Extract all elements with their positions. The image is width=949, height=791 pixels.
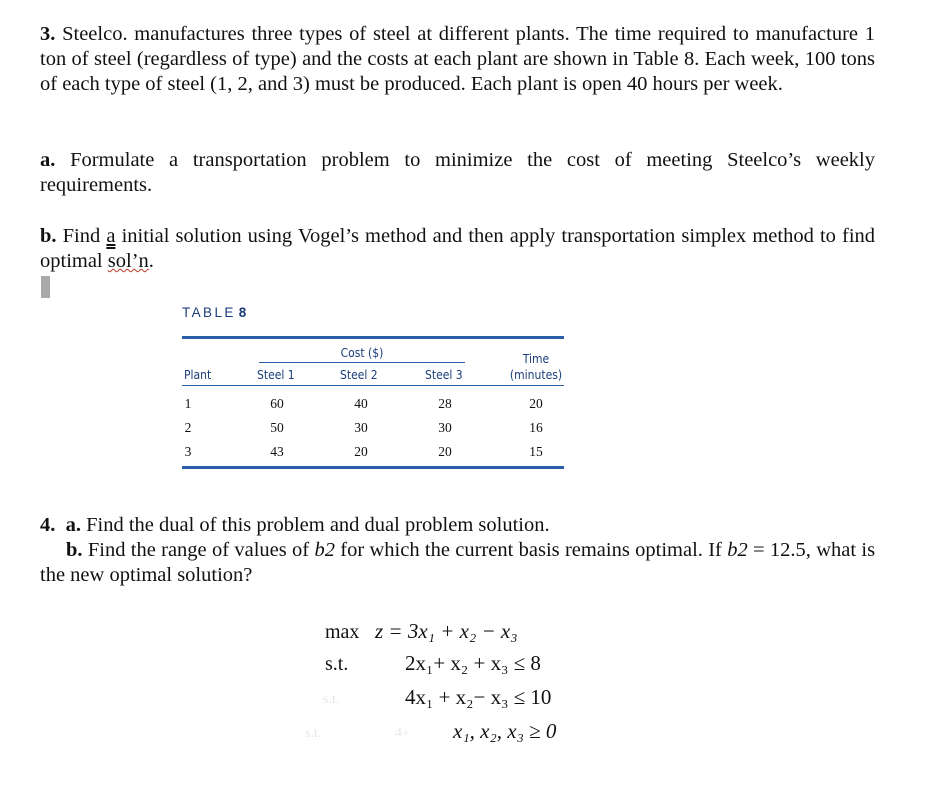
q4-b2: b2 — [314, 539, 335, 561]
objective-label: max — [325, 621, 360, 643]
table-title-label: TABLE — [182, 305, 236, 320]
q4-part-b-end: what is the new optimal solution? — [40, 539, 876, 586]
q3-part-a-text: Formulate a transportation problem to minimize the cost of meeting Steelco’s weekly requirements. — [40, 149, 875, 196]
steel2-header: Steel 2 — [340, 368, 378, 382]
q4-part-b-val: = 12.5, — [753, 539, 811, 561]
q4-part-b-label: b. — [66, 539, 83, 561]
cost-header-rule — [259, 362, 465, 363]
table-title-number: 8 — [238, 305, 247, 320]
table-cell: 30 — [354, 420, 368, 435]
table-8 — [182, 305, 564, 469]
constraint-2: 4x₁ + x₂− x₃ ≤ 10 — [405, 685, 552, 709]
st-label: s.t. — [325, 653, 349, 675]
q3-part-b-pre: Find — [62, 225, 101, 247]
table-body — [182, 386, 564, 466]
table-cell: 16 — [529, 420, 543, 435]
faded-text: s.t. — [305, 726, 322, 741]
steel1-header: Steel 1 — [257, 368, 295, 382]
q3-part-b-end: . — [148, 250, 154, 272]
q4-part-b-pre: Find the range of values of — [87, 539, 310, 561]
nonnegativity-constraint: x₁, x₂, x₃ ≥ 0 — [453, 719, 557, 743]
table-cell: 40 — [354, 396, 368, 411]
table-cell: 2 — [184, 420, 192, 435]
table-cell: 28 — [438, 396, 452, 411]
table-title — [182, 305, 564, 320]
q3-part-a — [40, 148, 875, 198]
q3-part-b-soln: sol’n — [107, 250, 149, 272]
faded-text: s.t. — [323, 692, 340, 707]
q4-part-a — [40, 513, 875, 538]
q4-part-b — [40, 538, 875, 588]
faded-text: 4+ — [395, 726, 410, 741]
time-header: Time — [522, 352, 550, 366]
table-cell: 60 — [270, 396, 284, 411]
q3-part-b-text: initial solution using Vogel’s method and then apply transportation simplex method to find optimal — [40, 225, 876, 272]
q4-part-a-text: Find the dual of this problem and dual problem solution. — [86, 514, 550, 536]
table-bottom-rule — [182, 466, 564, 469]
cost-header: Cost ($) — [340, 346, 384, 360]
q3-intro-text: Steelco. manufactures three types of steel at different plants. The time required to manufacture 1 ton of steel (regardless of type) and the costs at each plant are shown in Table 8. Each week, 100 tons of each type of steel (1, 2, and 3) must be produced. Each plant is open 40 hours per week. — [40, 23, 875, 95]
table-header — [182, 339, 564, 385]
table-cell: 1 — [184, 396, 192, 411]
table-cell: 3 — [184, 444, 192, 459]
q4-b2-again: b2 — [727, 539, 748, 561]
objective-function: z = 3x₁ + x₂ − x₃ — [375, 619, 518, 643]
time-header-unit: (minutes) — [509, 368, 563, 382]
q3-number: 3. — [40, 23, 56, 45]
q4-number: 4. — [40, 514, 56, 536]
q3-intro — [40, 22, 875, 97]
plant-header: Plant — [184, 368, 212, 382]
q4-part-a-label: a. — [65, 514, 81, 536]
text-cursor — [41, 276, 50, 298]
steel3-header: Steel 3 — [425, 368, 463, 382]
table-cell: 20 — [354, 444, 368, 459]
q3-part-a-label: a. — [40, 149, 56, 171]
table-cell: 30 — [438, 420, 452, 435]
table-cell: 15 — [529, 444, 543, 459]
constraint-1: 2x₁+ x₂ + x₃ ≤ 8 — [405, 651, 541, 675]
table-cell: 20 — [529, 396, 543, 411]
q4-part-b-mid: for which the current basis remains optimal. If — [340, 539, 722, 561]
q3-part-b — [40, 224, 875, 274]
table-cell: 50 — [270, 420, 284, 435]
table-cell: 43 — [270, 444, 284, 459]
q3-part-b-label: b. — [40, 225, 57, 247]
table-cell: 20 — [438, 444, 452, 459]
q3-part-b-article: a — [106, 225, 116, 247]
